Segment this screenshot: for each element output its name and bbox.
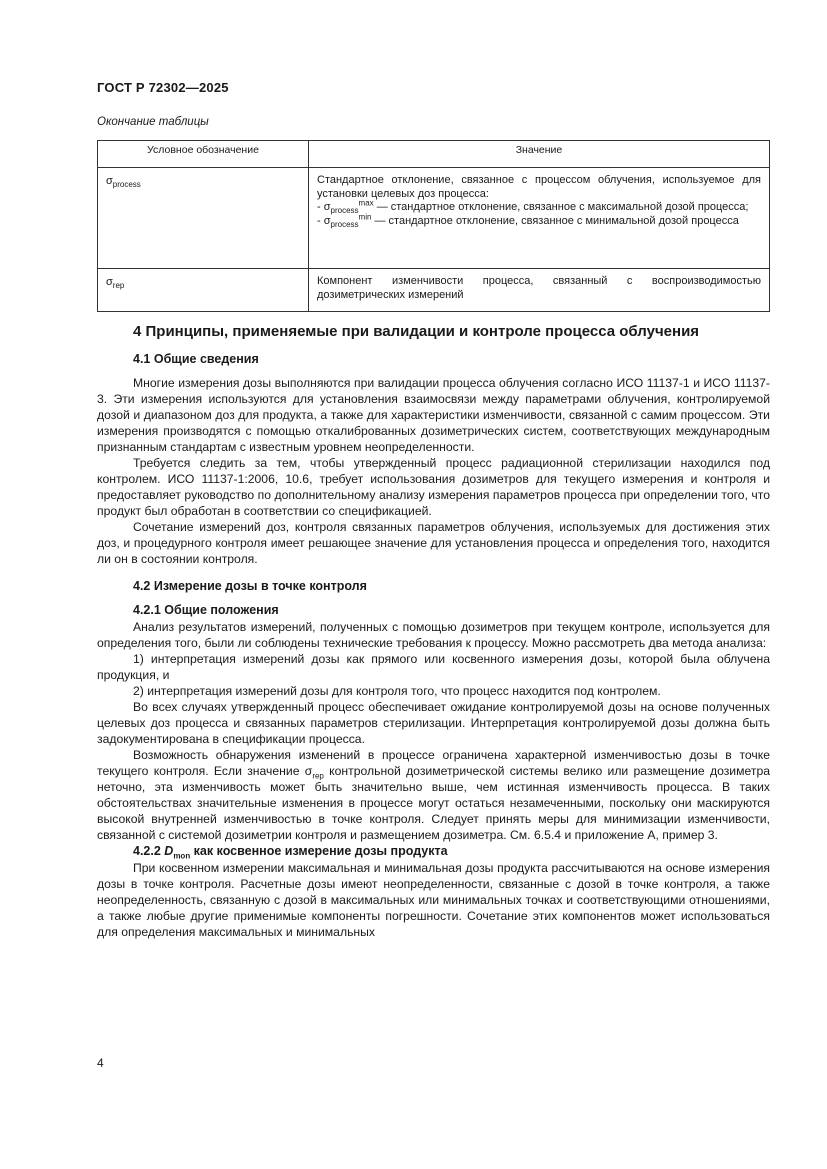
paragraph: Многие измерения дозы выполняются при валидации процесса облучения согласно ИСО 11137-1 и ИСО 11137-3. Эти измерения используются для установления взаимосвязи между параметрами облучения, контролируемой дозой и диапазоном доз для продукта, а также для характеристики изменчивости, связанной с самим процессом. Эти измерения производятся с помощью откалиброванных дозиметрических систем, соответствующих международным признанным стандартам с известным уровнем неопределенности. xyxy=(97,376,770,454)
column-header-value: Значение xyxy=(309,141,770,168)
symbol-base: σ xyxy=(106,175,113,187)
section-4-2-1-title: 4.2.1 Общие положения xyxy=(133,603,279,617)
table-header-row xyxy=(98,141,770,168)
value-intro: Стандартное отклонение, связанное с процессом облучения, используемое для установки целевых доз процесса: xyxy=(317,174,761,200)
paragraph: Во всех случаях утвержденный процесс обеспечивает ожидание контролируемой дозы на основе полученных целевых доз процесса и связанных параметров стерилизации. Интерпретация контролируемой дозы должна быть задокументирована в спецификации процесса. xyxy=(97,700,770,746)
document-header: ГОСТ Р 72302—2025 xyxy=(97,80,229,95)
section-4-1-title: 4.1 Общие сведения xyxy=(133,352,259,366)
symbol-cell xyxy=(98,168,309,269)
paragraph: 2) интерпретация измерений дозы для контроля того, что процесс находится под контролем. xyxy=(133,684,661,698)
paragraph: Сочетание измерений доз, контроля связанных параметров облучения, используемых для достижения этих доз, и процедурного контроля имеет решающее значение для установления процесса и определения того, находится ли он в состоянии контроля. xyxy=(97,520,770,566)
table-row xyxy=(98,269,770,312)
symbol-base: σ xyxy=(106,276,113,288)
page-number: 4 xyxy=(97,1056,104,1070)
value-item-max: - $\sigma_{process}^{max}$ — стандартное отклонение, связанное с максимальной дозой процесса; xyxy=(317,198,749,216)
value-cell: Компонент изменчивости процесса, связанный с воспроизводимостью дозиметрических измерений xyxy=(309,269,770,312)
paragraph: Требуется следить за тем, чтобы утвержденный процесс радиационной стерилизации находился под контролем. ИСО 11137-1:2006, 10.6, требует использования дозиметров для текущего измерения и контроля и предоставляет руководство по дополнительному анализу измерения параметров процесса при определении того, что продукт был обработан в соответствии со спецификацией. xyxy=(97,456,770,518)
paragraph: 1) интерпретация измерений дозы как прямого или косвенного измерения дозы, которой была облучена продукция, и xyxy=(97,652,770,682)
section-4-2-2-title: 4.2.2 $D_{mon}$ как косвенное измерение дозы продукта xyxy=(133,844,448,861)
value-cell xyxy=(309,168,770,269)
column-header-symbol: Условное обозначение xyxy=(98,141,309,168)
symbols-table xyxy=(97,140,770,312)
symbol-subscript: process xyxy=(112,180,141,190)
symbol-cell xyxy=(98,269,309,312)
table-continuation-note: Окончание таблицы xyxy=(97,116,209,128)
section-4-title: 4 Принципы, применяемые при валидации и контроле процесса облучения xyxy=(133,323,700,340)
value-item-min: - $\sigma_{process}^{min}$ — стандартное отклонение, связанное с минимальной дозой процесса xyxy=(317,211,739,229)
paragraph: При косвенном измерении максимальная и минимальная дозы продукта рассчитываются на основе измерения дозы в точке контроля. Расчетные дозы имеют неопределенности, связанные с дозой в точке контроля, а также неопределенность, связанную с дозой в максимальных или минимальных точках и соответствующими отношениями, а также любые другие применимые компоненты погрешности. Сочетание этих компонентов может использоваться для определения максимальных и минимальных xyxy=(97,861,770,939)
symbol-subscript: rep xyxy=(112,281,125,291)
paragraph: Возможность обнаружения изменений в процессе ограничена характерной изменчивостью дозы в точке текущего контроля. Если значение $\sigma_{rep}$ контрольной дозиметрической системы велико или размещение дозиметра неточно, эта изменчивость может быть значительно выше, чем истинная изменчивость процесса. В таких обстоятельствах значительные изменения в процессе могут остаться незамеченными, поскольку они маскируются высокой внутренней изменчивостью в точке контроля. Следует принять меры для минимизации изменчивости, связанной с системой дозиметрии контроля и размещением дозиметра. См. 6.5.4 и приложение А, пример 3. xyxy=(97,748,770,842)
section-4-2-title: 4.2 Измерение дозы в точке контроля xyxy=(133,579,367,593)
table-row xyxy=(98,168,770,269)
main-content xyxy=(97,322,770,940)
paragraph: Анализ результатов измерений, полученных с помощью дозиметров при текущем контроле, используется для определения того, были ли соблюдены технические требования к процессу. Можно рассмотреть два метода анализа: xyxy=(97,620,770,650)
